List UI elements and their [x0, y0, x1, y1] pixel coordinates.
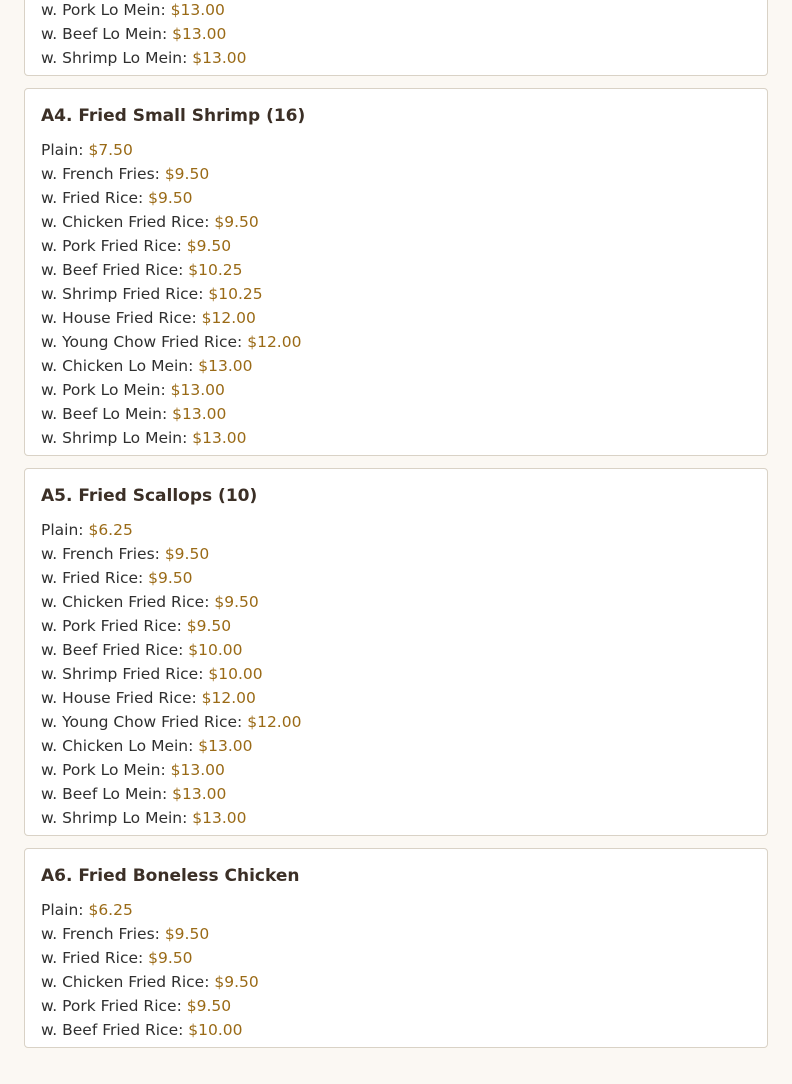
item-price: $9.50 [148, 949, 193, 967]
item-price: $13.00 [172, 785, 227, 803]
menu-item [41, 758, 751, 782]
item-label: w. Beef Lo Mein: [41, 25, 168, 43]
item-label: w. Fried Rice: [41, 569, 144, 587]
item-price: $13.00 [192, 49, 247, 67]
item-label: w. House Fried Rice: [41, 309, 197, 327]
item-label: w. Pork Fried Rice: [41, 237, 182, 255]
item-label: w. Pork Lo Mein: [41, 381, 166, 399]
menu-section-card [24, 468, 768, 836]
item-label: w. Pork Fried Rice: [41, 617, 182, 635]
item-price: $12.00 [247, 333, 302, 351]
item-price: $13.00 [170, 381, 225, 399]
item-label: w. Pork Lo Mein: [41, 761, 166, 779]
item-price: $13.00 [192, 429, 247, 447]
item-label: w. French Fries: [41, 545, 160, 563]
item-price: $6.25 [88, 521, 133, 539]
item-price: $12.00 [201, 689, 256, 707]
item-label: w. Beef Lo Mein: [41, 785, 168, 803]
item-label: w. Fried Rice: [41, 949, 144, 967]
item-label: w. Shrimp Lo Mein: [41, 809, 188, 827]
item-price: $10.00 [188, 1021, 243, 1039]
menu-item [41, 566, 751, 590]
item-price: $9.50 [148, 189, 193, 207]
menu-item [41, 426, 751, 450]
item-price: $7.50 [88, 141, 133, 159]
menu-item [41, 994, 751, 1018]
menu-item [41, 782, 751, 806]
item-label: w. Chicken Lo Mein: [41, 357, 194, 375]
item-price: $9.50 [186, 997, 232, 1015]
item-label: w. Shrimp Fried Rice: [41, 665, 204, 683]
menu-item [41, 22, 751, 46]
section-title: A5. Fried Scallops (10) [41, 486, 258, 506]
item-label: w. Pork Lo Mein: [41, 1, 166, 19]
item-label: w. House Fried Rice: [41, 689, 197, 707]
item-label: w. French Fries: [41, 165, 160, 183]
menu-item [41, 162, 751, 186]
menu-item [41, 710, 751, 734]
item-label: w. Shrimp Lo Mein: [41, 49, 188, 67]
item-price: $6.25 [88, 901, 133, 919]
menu-item [41, 306, 751, 330]
item-label: w. Chicken Lo Mein: [41, 737, 194, 755]
menu-item [41, 898, 751, 922]
menu-section-card [24, 848, 768, 1048]
item-label: Plain: [41, 901, 84, 919]
menu-item [41, 662, 751, 686]
price-list [41, 518, 751, 835]
item-label: w. Chicken Fried Rice: [41, 593, 210, 611]
item-price: $9.50 [186, 237, 232, 255]
item-label: w. Shrimp Lo Mein: [41, 429, 188, 447]
item-label: Plain: [41, 521, 84, 539]
menu-item [41, 542, 751, 566]
item-label: w. Chicken Fried Rice: [41, 973, 210, 991]
menu-item [41, 614, 751, 638]
item-price: $9.50 [214, 973, 259, 991]
item-price: $13.00 [172, 25, 227, 43]
menu-item [41, 590, 751, 614]
menu-item [41, 518, 751, 542]
menu-item [41, 282, 751, 306]
item-label: w. Young Chow Fried Rice: [41, 713, 243, 731]
item-price: $9.50 [164, 545, 210, 563]
menu-item [41, 970, 751, 994]
item-price: $12.00 [201, 309, 256, 327]
item-price: $10.00 [188, 641, 243, 659]
menu-item [41, 686, 751, 710]
menu-item [41, 186, 751, 210]
menu-item [41, 138, 751, 162]
item-price: $13.00 [170, 761, 225, 779]
item-price: $13.00 [192, 809, 247, 827]
menu-item [41, 234, 751, 258]
menu-item [41, 638, 751, 662]
item-label: w. Chicken Fried Rice: [41, 213, 210, 231]
price-list [41, 898, 751, 1047]
menu-item [41, 330, 751, 354]
item-label: Plain: [41, 141, 84, 159]
item-label: w. Shrimp Fried Rice: [41, 285, 204, 303]
item-price: $12.00 [247, 713, 302, 731]
item-label: w. Beef Fried Rice: [41, 261, 184, 279]
section-title: A4. Fried Small Shrimp (16) [41, 106, 306, 126]
item-price: $13.00 [170, 1, 225, 19]
menu-list [24, 0, 768, 1060]
item-label: w. Fried Rice: [41, 189, 144, 207]
item-price: $9.50 [164, 925, 210, 943]
price-list [41, 0, 751, 75]
item-price: $13.00 [198, 737, 253, 755]
item-price: $10.25 [208, 285, 263, 303]
item-label: w. Beef Lo Mein: [41, 405, 168, 423]
menu-item [41, 210, 751, 234]
menu-item [41, 806, 751, 830]
menu-item [41, 0, 751, 22]
menu-section-card [24, 88, 768, 456]
item-price: $9.50 [214, 213, 259, 231]
menu-item [41, 402, 751, 426]
menu-item [41, 258, 751, 282]
item-price: $9.50 [186, 617, 232, 635]
item-label: w. French Fries: [41, 925, 160, 943]
menu-section-card [24, 0, 768, 76]
menu-item [41, 378, 751, 402]
item-price: $13.00 [172, 405, 227, 423]
section-title: A6. Fried Boneless Chicken [41, 866, 300, 886]
item-label: w. Young Chow Fried Rice: [41, 333, 243, 351]
item-price: $10.00 [208, 665, 263, 683]
menu-item [41, 1018, 751, 1042]
item-price: $9.50 [214, 593, 259, 611]
menu-item [41, 946, 751, 970]
item-label: w. Pork Fried Rice: [41, 997, 182, 1015]
item-price: $10.25 [188, 261, 243, 279]
item-price: $9.50 [148, 569, 193, 587]
item-label: w. Beef Fried Rice: [41, 1021, 184, 1039]
item-price: $9.50 [164, 165, 210, 183]
price-list [41, 138, 751, 455]
item-label: w. Beef Fried Rice: [41, 641, 184, 659]
menu-item [41, 354, 751, 378]
menu-item [41, 922, 751, 946]
item-price: $13.00 [198, 357, 253, 375]
menu-item [41, 46, 751, 70]
menu-item [41, 734, 751, 758]
